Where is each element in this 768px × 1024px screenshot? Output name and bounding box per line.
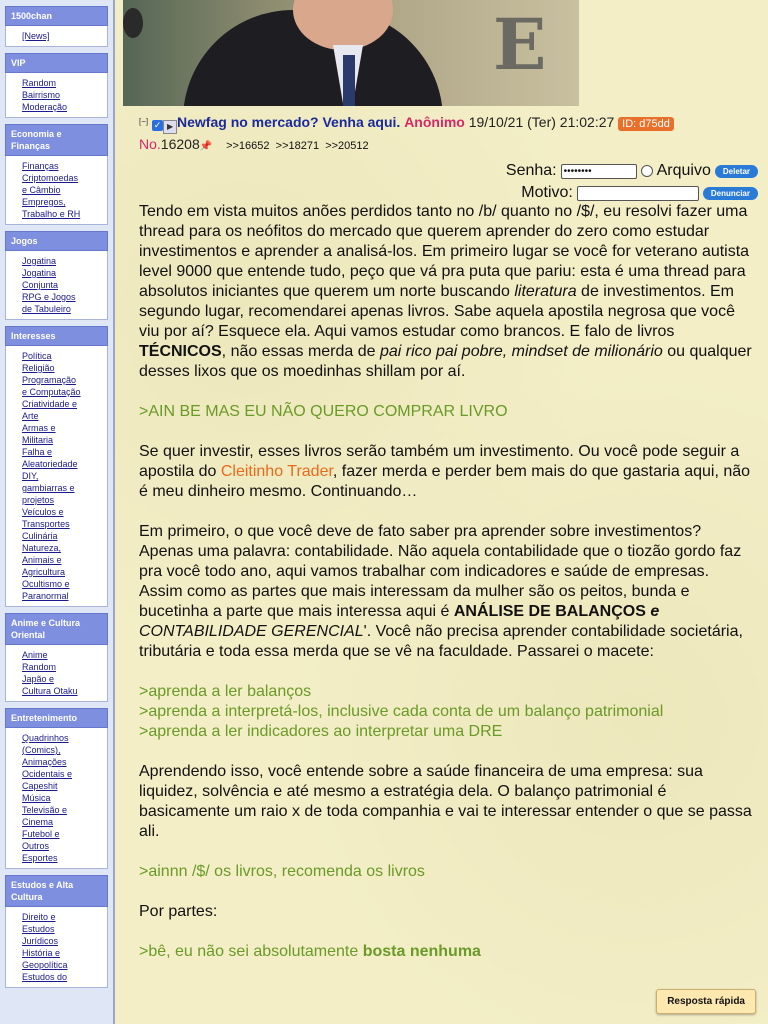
- greentext: >AIN BE MAS EU NÃO QUERO COMPRAR LIVRO: [139, 403, 508, 420]
- file-label: Arquivo: [656, 162, 711, 179]
- sidebar-section-title: Jogos: [5, 231, 108, 251]
- sidebar-link[interactable]: Transportes: [22, 519, 70, 529]
- file-radio[interactable]: [641, 165, 653, 177]
- sidebar-link[interactable]: Arte: [22, 411, 39, 421]
- sidebar-link[interactable]: Finanças: [22, 161, 59, 171]
- pin-icon: 📌: [199, 141, 213, 152]
- post-image[interactable]: E: [123, 0, 579, 106]
- delete-button[interactable]: Deletar: [715, 165, 758, 178]
- sidebar: [0, 0, 115, 1024]
- sidebar-link[interactable]: Programação: [22, 375, 77, 385]
- sidebar-link[interactable]: Falha e: [22, 447, 53, 457]
- sidebar-link[interactable]: Random: [22, 78, 57, 88]
- sidebar-link[interactable]: Esportes: [22, 853, 58, 863]
- sidebar-link[interactable]: Trabalho e RH: [22, 209, 81, 219]
- sidebar-link[interactable]: Jurídicos: [22, 936, 59, 946]
- poster-id-badge[interactable]: ID: d75dd: [618, 117, 674, 131]
- paragraph: Por partes:: [139, 903, 218, 920]
- sidebar-link[interactable]: Cultura Otaku: [22, 686, 78, 696]
- sidebar-link[interactable]: Jogatina: [22, 256, 57, 266]
- sidebar-section: [5, 875, 108, 988]
- sidebar-section: [5, 326, 108, 607]
- sidebar-link[interactable]: Aleatoriedade: [22, 459, 78, 469]
- password-label: Senha:: [505, 162, 557, 179]
- sidebar-link[interactable]: Agricultura: [22, 567, 66, 577]
- reply-link[interactable]: >>20512: [325, 140, 369, 152]
- post-number-label[interactable]: No.: [139, 136, 161, 152]
- password-input[interactable]: ••••••••: [561, 164, 637, 179]
- greentext: >aprenda a ler balanços: [139, 683, 312, 700]
- reply-links: [226, 140, 369, 152]
- paragraph: Se quer investir, esses livros serão também um investimento. Ou você pode seguir a apostila do Cleitinho Trader, fazer merda e perder bem mais do que gastaria aqui, não é meu dinheiro mesmo. Continuando…: [139, 443, 751, 500]
- reason-label: Motivo:: [521, 184, 573, 201]
- sidebar-link[interactable]: Natureza,: [22, 543, 62, 553]
- sidebar-link[interactable]: Jogatina: [22, 268, 57, 278]
- sidebar-link[interactable]: Criatividade e: [22, 399, 78, 409]
- sidebar-link[interactable]: Ocultismo e: [22, 579, 70, 589]
- sidebar-link[interactable]: Animações: [22, 757, 67, 767]
- sidebar-section-title: Economia e Finanças: [5, 124, 108, 156]
- sidebar-link[interactable]: de Tabuleiro: [22, 304, 71, 314]
- sidebar-link[interactable]: Direito e: [22, 912, 56, 922]
- sidebar-link[interactable]: Armas e: [22, 423, 56, 433]
- post-author: Anônimo: [404, 114, 465, 130]
- sidebar-link[interactable]: Animais e: [22, 555, 62, 565]
- sidebar-link[interactable]: Japão e: [22, 674, 55, 684]
- sidebar-link[interactable]: Quadrinhos: [22, 733, 69, 743]
- sidebar-link[interactable]: Culinária: [22, 531, 58, 541]
- sidebar-link[interactable]: Empregos,: [22, 197, 66, 207]
- sidebar-link[interactable]: Bairrismo: [22, 90, 61, 100]
- sidebar-link[interactable]: e Câmbio: [22, 185, 61, 195]
- sidebar-section: [5, 613, 108, 702]
- inline-link[interactable]: Cleitinho Trader: [220, 463, 333, 480]
- sidebar-link[interactable]: Moderação: [22, 102, 68, 112]
- sidebar-link[interactable]: Religião: [22, 363, 55, 373]
- sidebar-section: [5, 53, 108, 118]
- sidebar-link[interactable]: Estudos do: [22, 972, 68, 982]
- greentext: >aprenda a ler indicadores ao interpretar uma DRE: [139, 723, 503, 740]
- report-button[interactable]: Denunciar: [703, 187, 758, 200]
- quick-reply-button[interactable]: Resposta rápida: [656, 989, 756, 1014]
- sidebar-section: [5, 708, 108, 869]
- sidebar-link[interactable]: Outros: [22, 841, 50, 851]
- reply-link[interactable]: >>18271: [275, 140, 320, 152]
- sidebar-link[interactable]: Cinema: [22, 817, 54, 827]
- reason-input[interactable]: [577, 186, 699, 201]
- sidebar-link[interactable]: DIY,: [22, 471, 39, 481]
- post-number[interactable]: 16208: [160, 136, 200, 152]
- sidebar-section-title: Estudos e Alta Cultura: [5, 875, 108, 907]
- main-content: [115, 0, 768, 1024]
- sidebar-link[interactable]: Geopolítica: [22, 960, 68, 970]
- post-date: 19/10/21 (Ter) 21:02:27: [468, 114, 615, 130]
- greentext: >ainnn /$/ os livros, recomenda os livros: [139, 863, 425, 880]
- sidebar-link[interactable]: Futebol e: [22, 829, 60, 839]
- post-subject: Newfag no mercado? Venha aqui.: [177, 114, 401, 130]
- sidebar-link[interactable]: Paranormal: [22, 591, 69, 601]
- sidebar-section-title: 1500chan: [5, 6, 108, 26]
- post-header: [139, 112, 764, 157]
- sidebar-link[interactable]: projetos: [22, 495, 55, 505]
- paragraph: Aprendendo isso, você entende sobre a saúde financeira de uma empresa: sua liquidez, solvência e até mesmo a estratégia dela. O balanço patrimonial é basicamente um raio x de toda companhia e vai te interessar entender o que se passa ali.: [139, 763, 752, 840]
- sidebar-link[interactable]: Militaria: [22, 435, 54, 445]
- collapse-toggle[interactable]: [−]: [139, 117, 149, 126]
- sidebar-section-title: Entretenimento: [5, 708, 108, 728]
- sidebar-link[interactable]: Música: [22, 793, 51, 803]
- paragraph: Tendo em vista muitos anões perdidos tanto no /b/ quanto no /$/, eu resolvi fazer uma thread para os neófitos do mercado que querem aprender do zero como estudar investimentos e aprender a analisá-los. Em primeiro lugar se você for veterano autista level 9000 que entende tudo, peço que vá pra puta que pariu: esta é uma thread para absolutos iniciantes que querem um norte buscando literatura de investimentos. Em segundo lugar, recomendarei apenas livros. Sabe aquela apostila negrosa que você viu por aí? Esquece ela. Aqui vamos estudar como brancos. E falo de livros TÉCNICOS, não essas merda de pai rico pai pobre, mindset de milionário ou qualquer desses lixos que os moedinhas shillam por aí.: [139, 203, 752, 380]
- sidebar-section-title: Interesses: [5, 326, 108, 346]
- sidebar-section: [5, 124, 108, 225]
- sidebar-link[interactable]: Criptomoedas: [22, 173, 79, 183]
- greentext: >aprenda a interpretá-los, inclusive cada conta de um balanço patrimonial: [139, 703, 664, 720]
- sidebar-link[interactable]: História e: [22, 948, 61, 958]
- sidebar-link[interactable]: RPG e Jogos: [22, 292, 76, 302]
- sidebar-link[interactable]: Estudos: [22, 924, 55, 934]
- sidebar-link[interactable]: Política: [22, 351, 52, 361]
- sidebar-section: [5, 6, 108, 47]
- sidebar-link[interactable]: Veículos e: [22, 507, 64, 517]
- post-controls: [438, 160, 758, 204]
- sidebar-link[interactable]: Conjunta: [22, 280, 59, 290]
- sidebar-link[interactable]: gambiarras e: [22, 483, 75, 493]
- post-body: [139, 202, 754, 982]
- sidebar-link[interactable]: Random: [22, 662, 57, 672]
- select-checkbox-icon[interactable]: ✓: [153, 120, 162, 130]
- sidebar-section-title: Anime e Cultura Oriental: [5, 613, 108, 645]
- sidebar-link[interactable]: e Computação: [22, 387, 81, 397]
- sidebar-link[interactable]: Televisão e: [22, 805, 68, 815]
- sidebar-link[interactable]: [News]: [22, 31, 50, 41]
- play-icon[interactable]: ▶: [163, 120, 177, 134]
- sidebar-section-title: VIP: [5, 53, 108, 73]
- greentext: >bê, eu não sei absolutamente bosta nenhuma: [139, 943, 481, 960]
- paragraph: Em primeiro, o que você deve de fato saber pra aprender sobre investimentos? Apenas uma palavra: contabilidade. Não aquela contabilidade que o tiozão gordo faz pra você todo ano, aqui vamos trabalhar com indicadores e saúde de empresas. Assim como as partes que mais interessam da mulher são os peitos, bunda e bucetinha a parte que mais interessa aqui é ANÁLISE DE BALANÇOS e CONTABILIDADE GERENCIAL'. Você não precisa aprender contabilidade societária, tributária e toda essa merda que se vê na faculdade. Passarei o macete:: [139, 523, 743, 660]
- sidebar-link[interactable]: Anime: [22, 650, 48, 660]
- sidebar-link[interactable]: (Comics),: [22, 745, 61, 755]
- sidebar-link[interactable]: Ocidentais e: [22, 769, 73, 779]
- sidebar-link[interactable]: Capeshit: [22, 781, 58, 791]
- reply-link[interactable]: >>16652: [226, 140, 270, 152]
- sidebar-section: [5, 231, 108, 320]
